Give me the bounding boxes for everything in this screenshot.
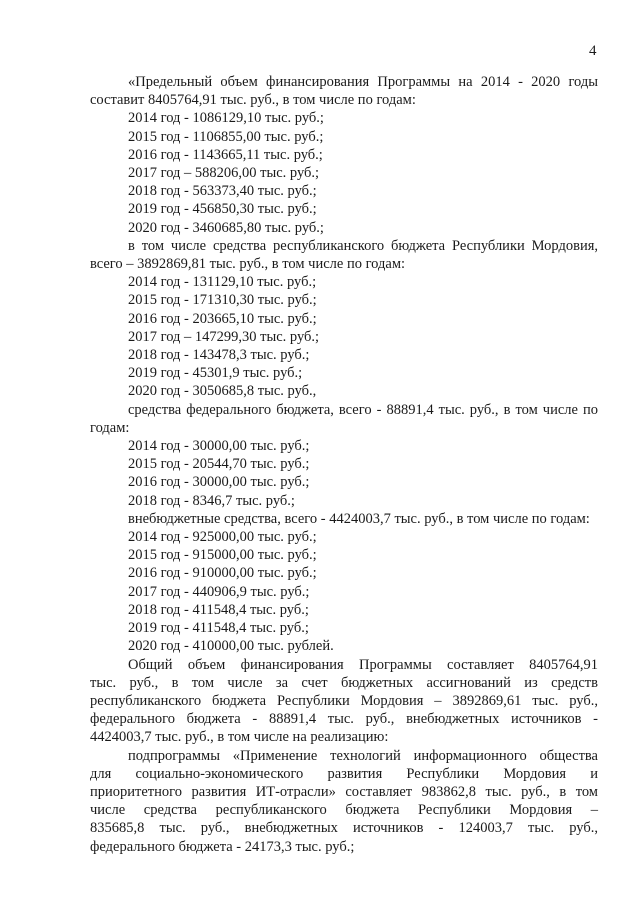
year-amount-item: 2018 год - 411548,4 тыс. руб.;	[128, 601, 309, 618]
year-amount-item: 2017 год - 440906,9 тыс. руб.;	[128, 583, 310, 600]
year-amount-item: 2016 год - 1143665,11 тыс. руб.;	[128, 146, 323, 163]
year-amount-item: 2016 год - 910000,00 тыс. руб.;	[128, 565, 317, 582]
text-line: республиканского бюджета Республики Мордовия – 3892869,61 тыс. руб.,	[90, 692, 598, 709]
text-line: подпрограммы «Применение технологий информационного общества	[128, 747, 598, 764]
year-amount-item: 2017 год – 147299,30 тыс. руб.;	[128, 328, 320, 345]
year-amount-item: 2019 год - 45301,9 тыс. руб.;	[128, 365, 303, 382]
year-amount-item: 2014 год - 131129,10 тыс. руб.;	[128, 274, 317, 291]
text-line: 4424003,7 тыс. руб., в том числе на реализацию:	[90, 729, 389, 746]
text-line: 835685,8 тыс. руб., внебюджетных источников - 124003,7 тыс. руб.,	[90, 820, 598, 837]
year-amount-item: 2018 год - 143478,3 тыс. руб.;	[128, 347, 310, 364]
year-amount-item: 2014 год - 1086129,10 тыс. руб.;	[128, 110, 324, 127]
year-amount-item: 2019 год - 411548,4 тыс. руб.;	[128, 620, 309, 637]
text-line: приоритетного развития ИТ-отрасли» составляет 983862,8 тыс. руб., в том	[90, 783, 598, 800]
year-amount-item: 2015 год - 1106855,00 тыс. руб.;	[128, 128, 324, 145]
text-line: Общий объем финансирования Программы составляет 8405764,91	[128, 656, 598, 673]
year-amount-item: 2016 год - 203665,10 тыс. руб.;	[128, 310, 317, 327]
total-financing-paragraph	[90, 656, 598, 747]
funding-paragraph: внебюджетные средства, всего - 4424003,7 тыс. руб., в том числе по годам:	[128, 510, 590, 527]
funding-paragraph: средства федерального бюджета, всего - 88891,4 тыс. руб., в том числе по годам:	[90, 401, 598, 436]
year-amount-item: 2014 год - 30000,00 тыс. руб.;	[128, 438, 310, 455]
text-line: для социально-экономического развития Республики Мордовия и	[90, 765, 598, 782]
funding-paragraph: в том числе средства республиканского бюджета Республики Мордовия, всего – 3892869,81 тыс. руб., в том числе по годам:	[90, 237, 598, 273]
year-amount-item: 2020 год - 3050685,8 тыс. руб.,	[128, 383, 317, 400]
year-amount-item: 2017 год – 588206,00 тыс. руб.;	[128, 165, 320, 182]
text-line: числе средства республиканского бюджета Республики Мордовия –	[90, 802, 598, 819]
year-amount-item: 2018 год - 563373,40 тыс. руб.;	[128, 183, 317, 200]
year-amount-item: 2015 год - 171310,30 тыс. руб.;	[128, 292, 317, 309]
year-amount-item: 2019 год - 456850,30 тыс. руб.;	[128, 201, 317, 218]
year-amount-item: 2018 год - 8346,7 тыс. руб.;	[128, 492, 295, 509]
year-amount-item: 2015 год - 915000,00 тыс. руб.;	[128, 547, 317, 564]
text-line: федерального бюджета - 88891,4 тыс. руб., внебюджетных источников -	[90, 711, 598, 728]
year-amount-item: 2020 год - 410000,00 тыс. рублей.	[128, 638, 334, 655]
funding-paragraph: «Предельный объем финансирования Программы на 2014 - 2020 годы составит 8405764,91 тыс. руб., в том числе по годам:	[90, 74, 598, 109]
text-line: тыс. руб., в том числе за счет бюджетных ассигнований из средств	[90, 674, 598, 691]
year-amount-item: 2015 год - 20544,70 тыс. руб.;	[128, 456, 310, 473]
year-amount-item: 2020 год - 3460685,80 тыс. руб.;	[128, 219, 324, 236]
page-number: 4	[589, 43, 597, 59]
year-amount-item: 2014 год - 925000,00 тыс. руб.;	[128, 529, 317, 546]
document-body	[90, 73, 598, 856]
subprogram-paragraph	[90, 747, 598, 856]
year-amount-item: 2016 год - 30000,00 тыс. руб.;	[128, 474, 310, 491]
financing-section	[90, 73, 598, 656]
text-line: федерального бюджета - 24173,3 тыс. руб.;	[90, 838, 355, 855]
